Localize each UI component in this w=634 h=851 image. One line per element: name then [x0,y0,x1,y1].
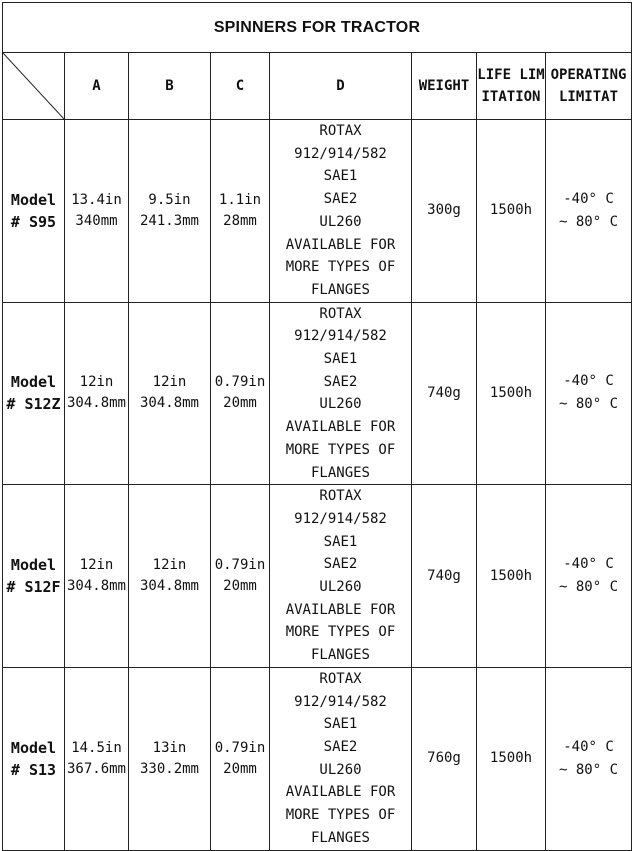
flange-line: UL260 [319,213,362,230]
header-life-limitation: LIFE LIMITATION [477,53,546,120]
flange-line: SAE2 [323,556,358,573]
dimension-a-cell [65,667,129,850]
flange-description-cell [270,667,412,850]
operating-max: ~ 80° C [559,213,619,230]
life-limitation-cell: 1500h [477,120,546,303]
flange-description-cell [270,120,412,303]
dimension-c-in: 0.79in [214,374,266,391]
table-row [3,485,632,668]
table-row [3,302,632,485]
corner-diagonal-cell [3,53,65,120]
flange-line: FLANGES [310,464,370,481]
header-c: C [211,53,270,120]
dimension-b-in: 12in [152,557,187,574]
dimension-a-mm: 340mm [75,212,118,229]
header-operating-limitation: OPERATING LIMITAT [546,53,632,120]
dimension-c-cell [211,485,270,668]
dimension-b-mm: 304.8mm [139,578,199,595]
dimension-b-cell [129,485,211,668]
operating-max: ~ 80° C [559,579,619,596]
flange-line: 912/914/582 [294,328,387,345]
flange-line: UL260 [319,396,362,413]
dimension-a-cell [65,302,129,485]
diagonal-line-icon [3,53,64,119]
flange-line: MORE TYPES OF [285,624,396,641]
model-cell: Model # S13 [3,667,65,850]
flange-line: UL260 [319,579,362,596]
flange-line: 912/914/582 [294,145,387,162]
flange-line: AVAILABLE FOR [285,601,396,618]
flange-line: FLANGES [310,647,370,664]
spinner-spec-table [2,2,632,851]
operating-max: ~ 80° C [559,396,619,413]
dimension-c-cell [211,667,270,850]
model-cell: Model # S12Z [3,302,65,485]
dimension-a-cell [65,485,129,668]
header-d: D [270,53,412,120]
dimension-b-cell [129,667,211,850]
flange-line: AVAILABLE FOR [285,784,396,801]
dimension-a-in: 12in [79,557,114,574]
dimension-a-mm: 304.8mm [66,578,126,595]
dimension-a-cell [65,120,129,303]
dimension-b-cell [129,302,211,485]
table-row [3,120,632,303]
flange-description-cell [270,485,412,668]
life-limitation-cell: 1500h [477,485,546,668]
flange-line: AVAILABLE FOR [285,419,396,436]
dimension-c-in: 1.1in [218,191,262,208]
flange-line: MORE TYPES OF [285,259,396,276]
dimension-a-in: 13.4in [71,191,122,208]
life-limitation-cell: 1500h [477,667,546,850]
dimension-a-in: 12in [79,374,114,391]
dimension-b-cell [129,120,211,303]
flange-line: SAE1 [323,351,358,368]
operating-max: ~ 80° C [559,761,619,778]
dimension-c-mm: 28mm [223,212,257,229]
dimension-c-in: 0.79in [214,557,266,574]
table-title: SPINNERS FOR TRACTOR [3,3,632,53]
dimension-c-in: 0.79in [214,739,266,756]
flange-line: 912/914/582 [294,510,387,527]
flange-line: SAE2 [323,191,358,208]
flange-line: MORE TYPES OF [285,441,396,458]
flange-description-cell [270,302,412,485]
dimension-c-cell [211,120,270,303]
operating-min: -40° C [563,556,614,573]
dimension-b-mm: 304.8mm [139,395,199,412]
flange-line: SAE2 [323,373,358,390]
flange-line: ROTAX [319,123,362,139]
dimension-b-in: 12in [152,374,187,391]
flange-line: ROTAX [319,305,362,322]
life-limitation-cell: 1500h [477,302,546,485]
flange-line: SAE1 [323,716,358,733]
dimension-c-mm: 20mm [223,395,257,412]
operating-limitation-cell [546,667,632,850]
dimension-b-in: 13in [152,739,187,756]
weight-cell: 740g [412,302,477,485]
dimension-a-mm: 304.8mm [66,395,126,412]
dimension-c-mm: 20mm [223,760,257,777]
dimension-c-mm: 20mm [223,578,257,595]
dimension-b-mm: 330.2mm [139,760,199,777]
dimension-a-in: 14.5in [71,739,122,756]
operating-min: -40° C [563,190,614,207]
weight-cell: 740g [412,485,477,668]
dimension-a-mm: 367.6mm [66,760,126,777]
weight-cell: 760g [412,667,477,850]
flange-line: MORE TYPES OF [285,807,396,824]
operating-limitation-cell [546,302,632,485]
operating-min: -40° C [563,738,614,755]
flange-line: ROTAX [319,488,362,505]
flange-line: ROTAX [319,670,362,687]
flange-line: AVAILABLE FOR [285,236,396,253]
weight-cell: 300g [412,120,477,303]
flange-line: SAE1 [323,168,358,185]
model-cell: Model # S95 [3,120,65,303]
dimension-c-cell [211,302,270,485]
header-b: B [129,53,211,120]
flange-line: FLANGES [310,281,370,298]
dimension-b-in: 9.5in [148,191,191,208]
flange-line: 912/914/582 [294,693,387,710]
operating-min: -40° C [563,373,614,390]
dimension-b-mm: 241.3mm [139,212,199,229]
flange-line: UL260 [319,761,362,778]
flange-line: FLANGES [310,829,370,846]
flange-line: SAE2 [323,738,358,755]
operating-limitation-cell [546,485,632,668]
model-cell: Model # S12F [3,485,65,668]
header-a: A [65,53,129,120]
table-row [3,667,632,850]
header-weight: WEIGHT [412,53,477,120]
flange-line: SAE1 [323,533,358,550]
operating-limitation-cell [546,120,632,303]
